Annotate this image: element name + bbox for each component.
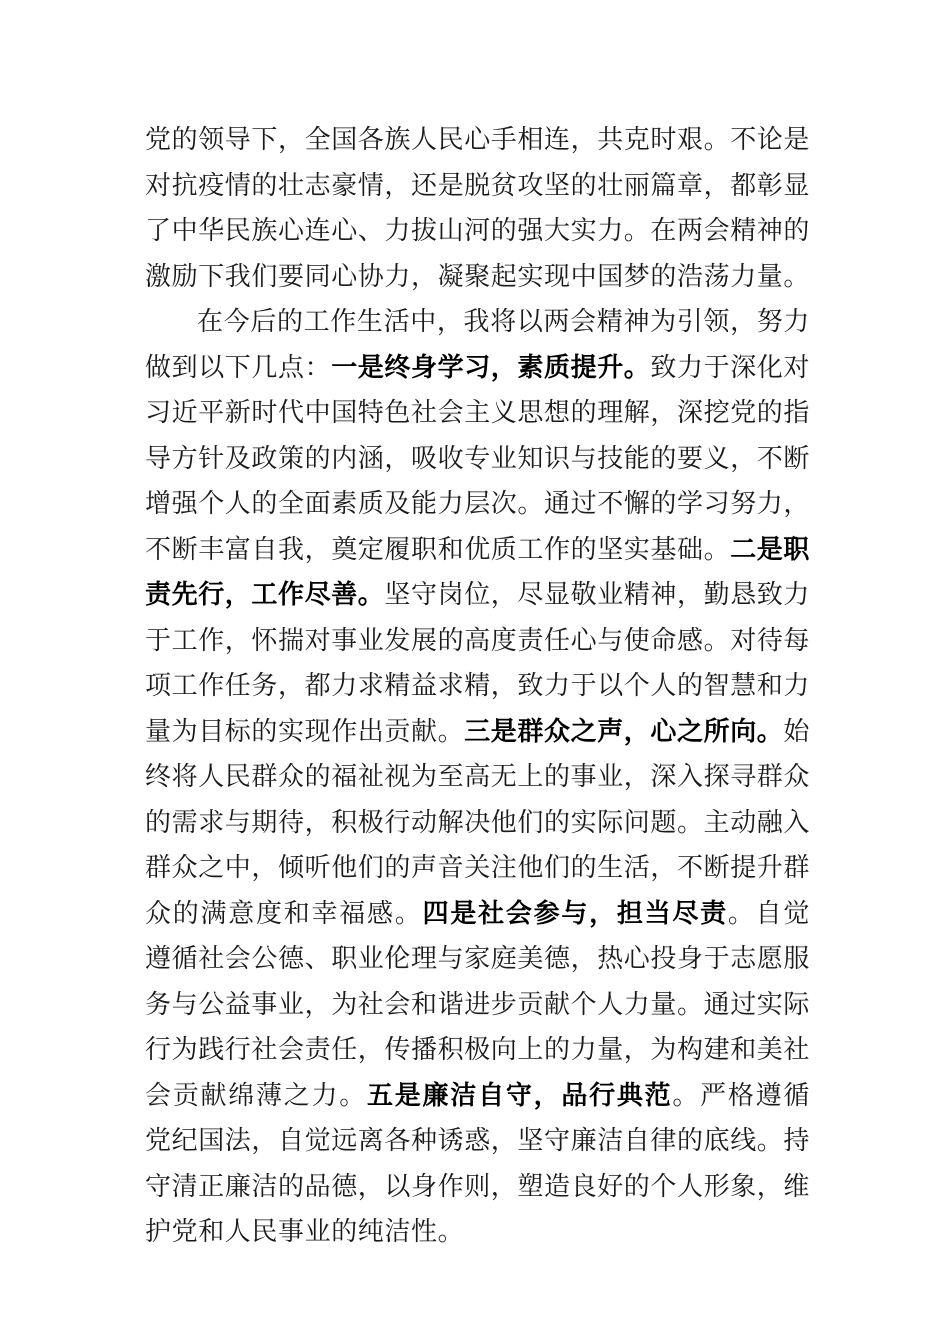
point-2-title: 二是职责先行，工作尽善。 [145,534,811,610]
paragraph-2-intro: 在今后的工作生活中，我将以两会精神为引领，努力做到以下几点： [145,307,810,383]
document-body [145,118,810,1256]
point-5-title: 五是廉洁自守，品行典范 [367,1080,673,1111]
point-3-body: 始终将人民群众的福祉视为至高无上的事业，深入探寻群众的需求与期待，积极行动解决他们的实际问题。主动融入群众之中，倾听他们的声音关注他们的生活，不断提升群众的满意度和幸福感。 [145,716,811,929]
paragraph-1: 党的领导下，全国各族人民心手相连，共克时艰。不论是对抗疫情的壮志豪情，还是脱贫攻坚的壮丽篇章，都彰显了中华民族心连心、力拔山河的强大实力。在两会精神的激励下我们要同心协力，凝聚起实现中国梦的浩荡力量。 [145,125,811,292]
point-4-body: 。自觉遵循社会公德、职业伦理与家庭美德，热心投身于志愿服务与公益事业，为社会和谐进步贡献个人力量。通过实际行为践行社会责任，传播积极向上的力量，为构建和美社会贡献绵薄之力。 [145,898,811,1111]
point-3-title: 三是群众之声，心之所向。 [464,716,784,747]
paragraph-2 [145,300,810,1256]
point-1-title: 一是终身学习，素质提升。 [331,352,651,383]
point-4-title: 四是社会参与，担当尽责 [422,898,728,929]
point-1-body: 致力于深化对习近平新时代中国特色社会主义思想的理解，深挖党的指导方针及政策的内涵，吸收专业知识与技能的要义，不断增强个人的全面素质及能力层次。通过不懈的学习努力，不断丰富自我，奠定履职和优质工作的坚实基础。 [145,352,811,565]
point-2-body: 坚守岗位，尽显敬业精神，勤恳致力于工作，怀揣对事业发展的高度责任心与使命感。对待每项工作任务，都力求精益求精，致力于以个人的智慧和力量为目标的实现作出贡献。 [145,580,811,747]
point-5-body: 。严格遵循党纪国法，自觉远离各种诱惑，坚守廉洁自律的底线。持守清正廉洁的品德，以身作则，塑造良好的个人形象，维护党和人民事业的纯洁性。 [145,1080,811,1247]
